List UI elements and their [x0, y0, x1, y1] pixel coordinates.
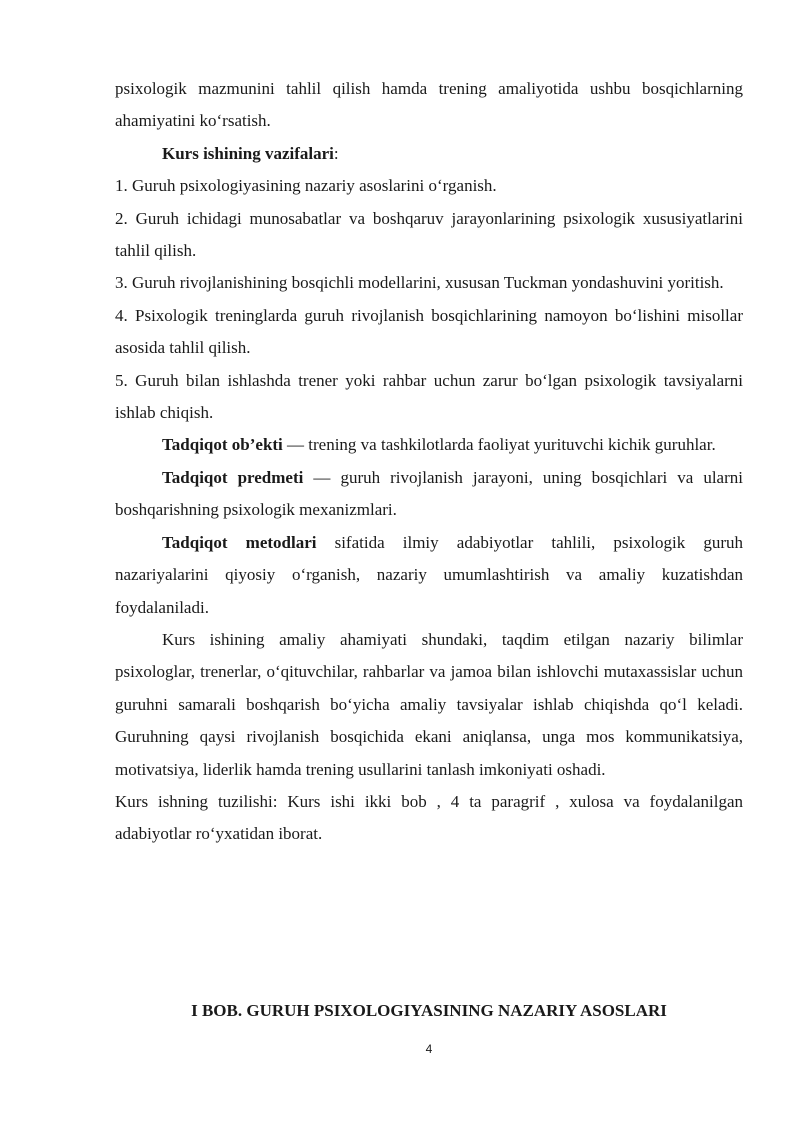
document-body [115, 73, 743, 851]
structure-paragraph: Kurs ishning tuzilishi: Kurs ishi ikki bob , 4 ta paragrif , xulosa va foydalanilgan adabiyotlar ro‘yxatidan iborat. [115, 791, 743, 844]
task-item-3: 3. Guruh rivojlanishining bosqichli modellarini, xususan Tuckman yondashuvini yoritish. [115, 273, 724, 293]
research-methods-text: sifatida ilmiy adabiyotlar tahlili, psixologik guruh nazariyalarini qiyosiy o‘rganish, nazariy umumlashtirish va amaliy kuzatishdan foydalaniladi. [115, 532, 743, 617]
research-methods-paragraph [115, 527, 743, 624]
research-methods-label: Tadqiqot metodlari [162, 532, 317, 552]
tasks-heading-label: Kurs ishining vazifalari [162, 143, 334, 163]
tasks-heading [115, 138, 743, 170]
tasks-heading-colon: : [333, 143, 339, 163]
research-subject-label: Tadqiqot predmeti [162, 467, 304, 487]
chapter-title: I BOB. GURUH PSIXOLOGIYASINING NAZARIY ASOSLARI [191, 1001, 667, 1020]
research-object-text: — trening va tashkilotlarda faoliyat yurituvchi kichik guruhlar. [282, 435, 716, 455]
research-subject-text: — guruh rivojlanish jarayoni, uning bosqichlari va ularni boshqarishning psixologik mexanizmlari. [115, 467, 743, 520]
research-object-label: Tadqiqot ob’ekti [162, 435, 283, 455]
intro-paragraph: psixologik mazmunini tahlil qilish hamda trening amaliyotida ushbu bosqichlarning ahamiyatini ko‘rsatish. [115, 79, 743, 131]
research-subject-paragraph [115, 462, 743, 527]
task-item-5: 5. Guruh bilan ishlashda trener yoki rahbar uchun zarur bo‘lgan psixologik tavsiyalarni ishlab chiqish. [115, 370, 743, 423]
research-object-paragraph [115, 429, 743, 461]
task-item-2: 2. Guruh ichidagi munosabatlar va boshqaruv jarayonlarining psixologik xususiyatlarini tahlil qilish. [115, 208, 743, 261]
practical-significance-paragraph: Kurs ishining amaliy ahamiyati shundaki, taqdim etilgan nazariy bilimlar psixologlar, trenerlar, o‘qituvchilar, rahbarlar va jamoa bilan ishlovchi mutaxassislar uchun guruhni samarali boshqarish bo‘yicha amaliy tavsiyalar ishlab chiqishda qo‘l keladi. Guruhning qaysi rivojlanish bosqichida ekani aniqlansa, unga mos kommunikatsiya, motivatsiya, liderlik hamda trening usullarini tanlash imkoniyati oshadi. [115, 629, 743, 779]
task-item-1: 1. Guruh psixologiyasining nazariy asoslarini o‘rganish. [115, 176, 497, 196]
page-number: 4 [425, 1042, 433, 1056]
task-item-4: 4. Psixologik treninglarda guruh rivojlanish bosqichlarining namoyon bo‘lishini misollar asosida tahlil qilish. [115, 305, 743, 358]
